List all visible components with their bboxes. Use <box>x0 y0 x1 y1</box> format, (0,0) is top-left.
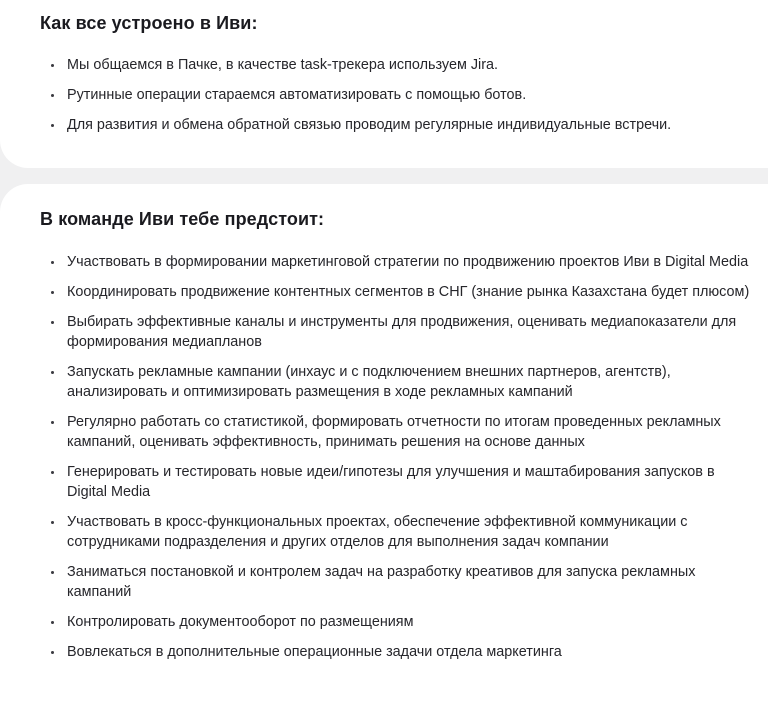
team-duties-list <box>0 252 768 672</box>
list-item <box>0 312 768 352</box>
list-item <box>0 412 768 452</box>
list-item-text: Регулярно работать со статистикой, формировать отчетности по итогам проведенных рекламных кампаний, оценивать эффективность, принимать решения на основе данных <box>67 414 721 450</box>
list-item-text: Для развития и обмена обратной связью проводим регулярные индивидуальные встречи. <box>67 117 672 133</box>
bullet-icon <box>51 371 54 374</box>
section-title-team-duties: В команде Иви тебе предстоит: <box>40 209 325 229</box>
list-item <box>0 642 768 662</box>
list-item-text: Мы общаемся в Пачке, в качестве task-трекера используем Jira. <box>67 57 499 73</box>
how-it-works-list <box>0 55 768 145</box>
list-item <box>0 55 768 75</box>
list-item <box>0 462 768 502</box>
list-item <box>0 612 768 632</box>
list-item <box>0 512 768 552</box>
bullet-icon <box>51 571 54 574</box>
list-item-text: Координировать продвижение контентных сегментов в СНГ (знание рынка Казахстана будет плюсом) <box>67 284 750 300</box>
team-duties-card <box>0 184 768 715</box>
bullet-icon <box>51 64 54 67</box>
list-item <box>0 562 768 602</box>
list-item-text: Заниматься постановкой и контролем задач на разработку креативов для запуска рекламных кампаний <box>67 564 696 600</box>
list-item <box>0 252 768 272</box>
list-item <box>0 362 768 402</box>
list-item <box>0 115 768 135</box>
list-item-text: Контролировать документооборот по размещениям <box>67 614 414 630</box>
how-it-works-card <box>0 0 768 168</box>
bullet-icon <box>51 521 54 524</box>
list-item-text: Генерировать и тестировать новые идеи/гипотезы для улучшения и маштабирования запусков в Digital Media <box>67 464 715 500</box>
list-item <box>0 85 768 105</box>
bullet-icon <box>51 94 54 97</box>
bullet-icon <box>51 291 54 294</box>
list-item-text: Участвовать в кросс-функциональных проектах, обеспечение эффективной коммуникации с сотрудниками подразделения и других отделов для выполнения задач компании <box>67 514 688 550</box>
bullet-icon <box>51 621 54 624</box>
bullet-icon <box>51 321 54 324</box>
list-item <box>0 282 768 302</box>
section-title-how-it-works: Как все устроено в Иви: <box>40 13 258 33</box>
list-item-text: Рутинные операции стараемся автоматизировать с помощью ботов. <box>67 87 527 103</box>
list-item-text: Участвовать в формировании маркетинговой стратегии по продвижению проектов Иви в Digital Media <box>67 254 749 270</box>
list-item-text: Выбирать эффективные каналы и инструменты для продвижения, оценивать медиапоказатели для формирования медиапланов <box>67 314 737 350</box>
bullet-icon <box>51 421 54 424</box>
list-item-text: Вовлекаться в дополнительные операционные задачи отдела маркетинга <box>67 644 562 660</box>
list-item-text: Запускать рекламные кампании (инхаус и с подключением внешних партнеров, агентств), анализировать и оптимизировать размещения в ходе рекламных кампаний <box>67 364 671 400</box>
bullet-icon <box>51 651 54 654</box>
bullet-icon <box>51 471 54 474</box>
bullet-icon <box>51 124 54 127</box>
bullet-icon <box>51 261 54 264</box>
